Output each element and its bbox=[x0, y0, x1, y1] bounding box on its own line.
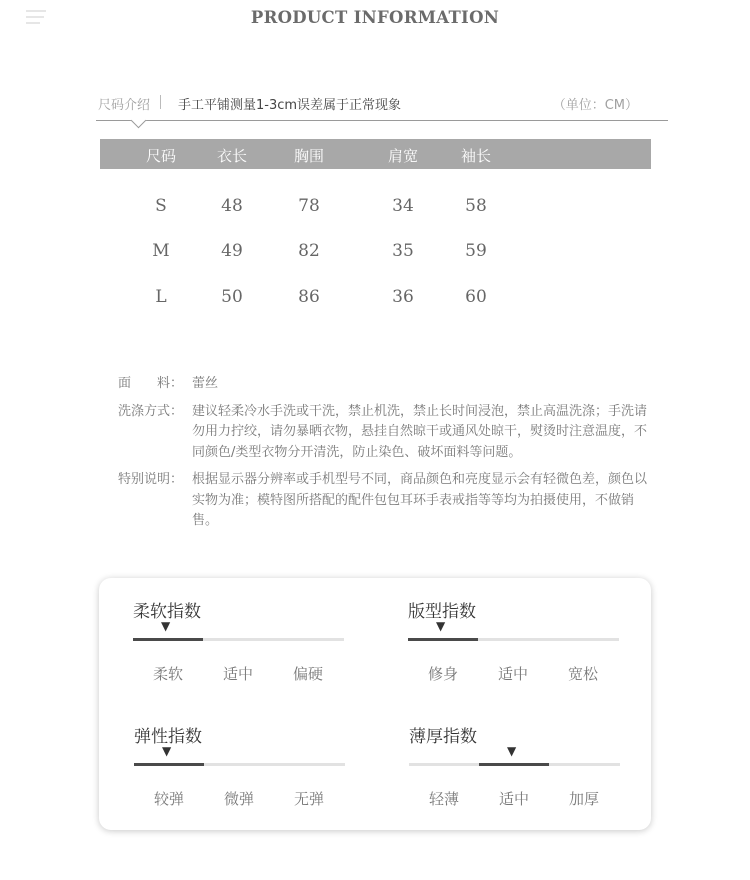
index-option: 宽松 bbox=[567, 665, 598, 683]
index-option: 加厚 bbox=[568, 790, 599, 808]
measurement-note: 手工平铺测量1-3cm误差属于正常现象 bbox=[178, 98, 402, 113]
fit-index-title: 版型指数 bbox=[408, 602, 476, 622]
unit-label: （单位：CM） bbox=[552, 98, 638, 113]
indicator-arrow-icon: ▼ bbox=[161, 619, 171, 633]
indicator-arrow-icon: ▼ bbox=[436, 619, 446, 633]
index-option: 较弹 bbox=[153, 790, 184, 808]
divider-line bbox=[96, 120, 668, 121]
table-row bbox=[100, 287, 651, 317]
table-header bbox=[100, 139, 651, 169]
index-option: 适中 bbox=[222, 665, 253, 683]
wash-label: 洗涤方式： bbox=[118, 403, 184, 419]
column-header: 衣长 bbox=[216, 147, 247, 165]
index-card bbox=[99, 578, 651, 830]
wash-row bbox=[118, 402, 648, 464]
table-cell: 49 bbox=[221, 241, 243, 261]
index-option: 偏硬 bbox=[292, 665, 323, 683]
column-header: 肩宽 bbox=[387, 147, 418, 165]
divider bbox=[160, 95, 161, 109]
table-cell: 78 bbox=[298, 196, 320, 216]
table-cell: 50 bbox=[221, 287, 243, 307]
index-fill bbox=[479, 763, 549, 766]
index-option: 微弹 bbox=[223, 790, 254, 808]
index-option: 适中 bbox=[497, 665, 528, 683]
table-cell: L bbox=[155, 287, 167, 307]
table-cell: 35 bbox=[392, 241, 414, 261]
notice-row bbox=[118, 470, 648, 532]
table-row bbox=[100, 196, 651, 226]
softness-index-title: 柔软指数 bbox=[133, 602, 201, 622]
indicator-arrow-icon: ▼ bbox=[162, 744, 172, 758]
size-chart-label: 尺码介绍 bbox=[98, 98, 151, 113]
fabric-value: 蕾丝 bbox=[192, 376, 219, 391]
index-fill bbox=[134, 763, 204, 766]
page-title: PRODUCT INFORMATION bbox=[250, 8, 500, 27]
column-header: 尺码 bbox=[145, 147, 176, 165]
thickness-index-title: 薄厚指数 bbox=[409, 727, 477, 747]
table-cell: 82 bbox=[298, 241, 320, 261]
table-cell: 48 bbox=[221, 196, 243, 216]
notice-label: 特别说明： bbox=[118, 472, 184, 487]
column-header: 胸围 bbox=[293, 147, 324, 165]
indicator-arrow-icon: ▼ bbox=[507, 744, 517, 758]
wash-value: 建议轻柔冷水手洗或干洗，禁止机洗，禁止长时间浸泡，禁止高温洗涤；手洗请勿用力拧绞，请勿暴晒衣物，悬挂自然晾干或通风处晾干，熨烫时注意温度，不同颜色/类型衣物分开清洗，防止染色、破坏面料等问题。 bbox=[192, 403, 648, 460]
product-details bbox=[118, 374, 648, 539]
table-cell: 86 bbox=[298, 287, 320, 307]
fabric-row bbox=[118, 374, 648, 395]
table-cell: 36 bbox=[392, 287, 414, 307]
index-option: 修身 bbox=[427, 665, 458, 683]
size-table bbox=[100, 139, 651, 307]
index-fill bbox=[408, 638, 478, 641]
column-header: 袖长 bbox=[460, 147, 491, 165]
table-cell: 58 bbox=[465, 196, 487, 216]
table-cell: 59 bbox=[465, 241, 487, 261]
fabric-label: 面 料： bbox=[118, 376, 184, 391]
index-option: 无弹 bbox=[293, 790, 324, 808]
index-option: 适中 bbox=[498, 790, 529, 808]
table-cell: 60 bbox=[465, 287, 487, 307]
index-option: 轻薄 bbox=[428, 790, 459, 808]
table-row bbox=[100, 241, 651, 271]
elasticity-index-title: 弹性指数 bbox=[134, 727, 202, 747]
index-fill bbox=[133, 638, 203, 641]
table-cell: 34 bbox=[392, 196, 414, 216]
table-cell: M bbox=[152, 241, 170, 261]
notice-value: 根据显示器分辨率或手机型号不同，商品颜色和亮度显示会有轻微色差，颜色以实物为准；模特图所搭配的配件包包耳环手表戒指等等均为拍摄使用，不做销售。 bbox=[192, 472, 648, 528]
table-cell: S bbox=[155, 196, 167, 216]
index-option: 柔软 bbox=[152, 665, 183, 683]
size-chart-header bbox=[96, 90, 668, 120]
